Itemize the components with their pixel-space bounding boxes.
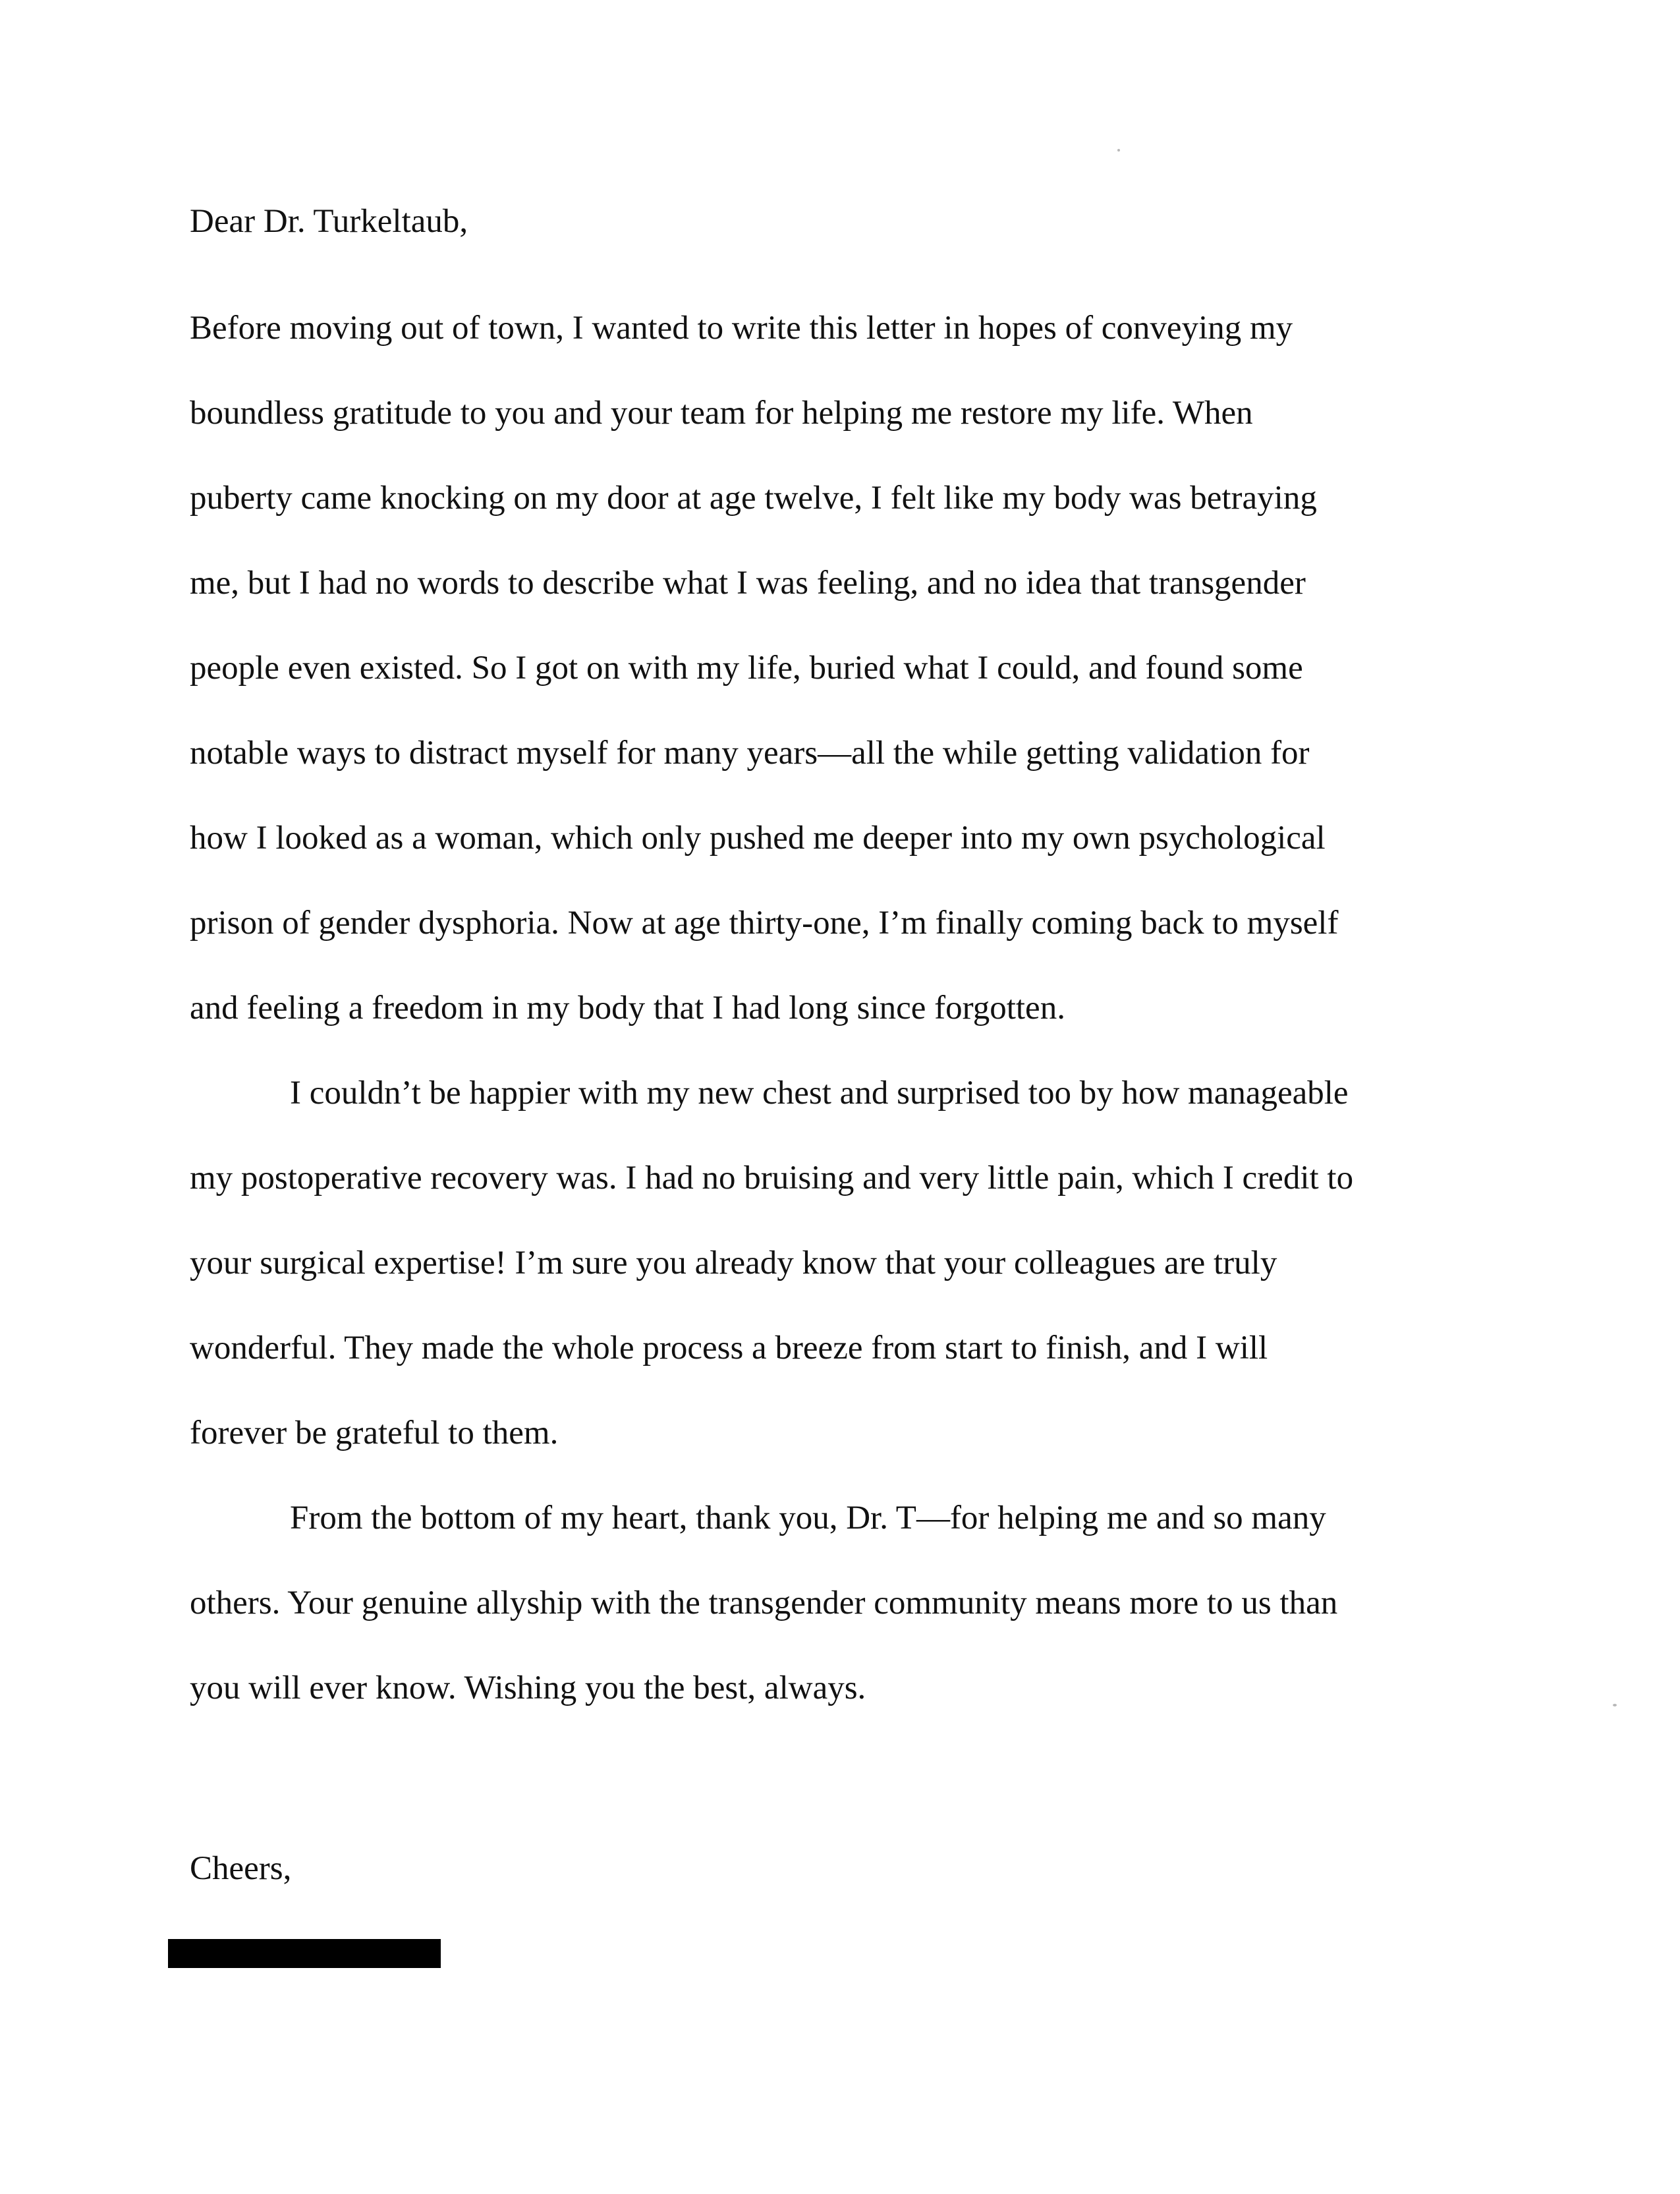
paragraph-line: prison of gender dysphoria. Now at age thirty-one, I’m finally coming back to myself (190, 905, 1339, 942)
paragraph-line: wonderful. They made the whole process a breeze from start to finish, and I will (190, 1330, 1268, 1366)
scan-speck (1117, 149, 1120, 152)
paragraph-line: Before moving out of town, I wanted to write this letter in hopes of conveying my (190, 310, 1293, 347)
paragraph-line: you will ever know. Wishing you the best, always. (190, 1670, 866, 1706)
paragraph-line: puberty came knocking on my door at age twelve, I felt like my body was betraying (190, 480, 1317, 517)
closing: Cheers, (190, 1850, 292, 1887)
paragraph-line: my postoperative recovery was. I had no bruising and very little pain, which I credit to (190, 1160, 1354, 1196)
paragraph-line: From the bottom of my heart, thank you, Dr. T—for helping me and so many (290, 1500, 1326, 1536)
scan-speck (1613, 1704, 1617, 1706)
paragraph-line: notable ways to distract myself for many years—all the while getting validation for (190, 735, 1310, 772)
paragraph-line: how I looked as a woman, which only pushed me deeper into my own psychological (190, 820, 1326, 857)
salutation: Dear Dr. Turkeltaub, (190, 203, 468, 240)
paragraph-line: forever be grateful to them. (190, 1415, 559, 1451)
paragraph-line: others. Your genuine allyship with the transgender community means more to us than (190, 1585, 1338, 1621)
paragraph-line: me, but I had no words to describe what I was feeling, and no idea that transgender (190, 565, 1306, 602)
signature-redaction (168, 1939, 441, 1968)
paragraph-line: your surgical expertise! I’m sure you already know that your colleagues are truly (190, 1245, 1277, 1281)
paragraph-line: boundless gratitude to you and your team for helping me restore my life. When (190, 395, 1253, 432)
paragraph-line: and feeling a freedom in my body that I had long since forgotten. (190, 990, 1065, 1027)
paragraph-line: people even existed. So I got on with my life, buried what I could, and found some (190, 650, 1303, 687)
paragraph-line: I couldn’t be happier with my new chest and surprised too by how manageable (290, 1075, 1349, 1111)
